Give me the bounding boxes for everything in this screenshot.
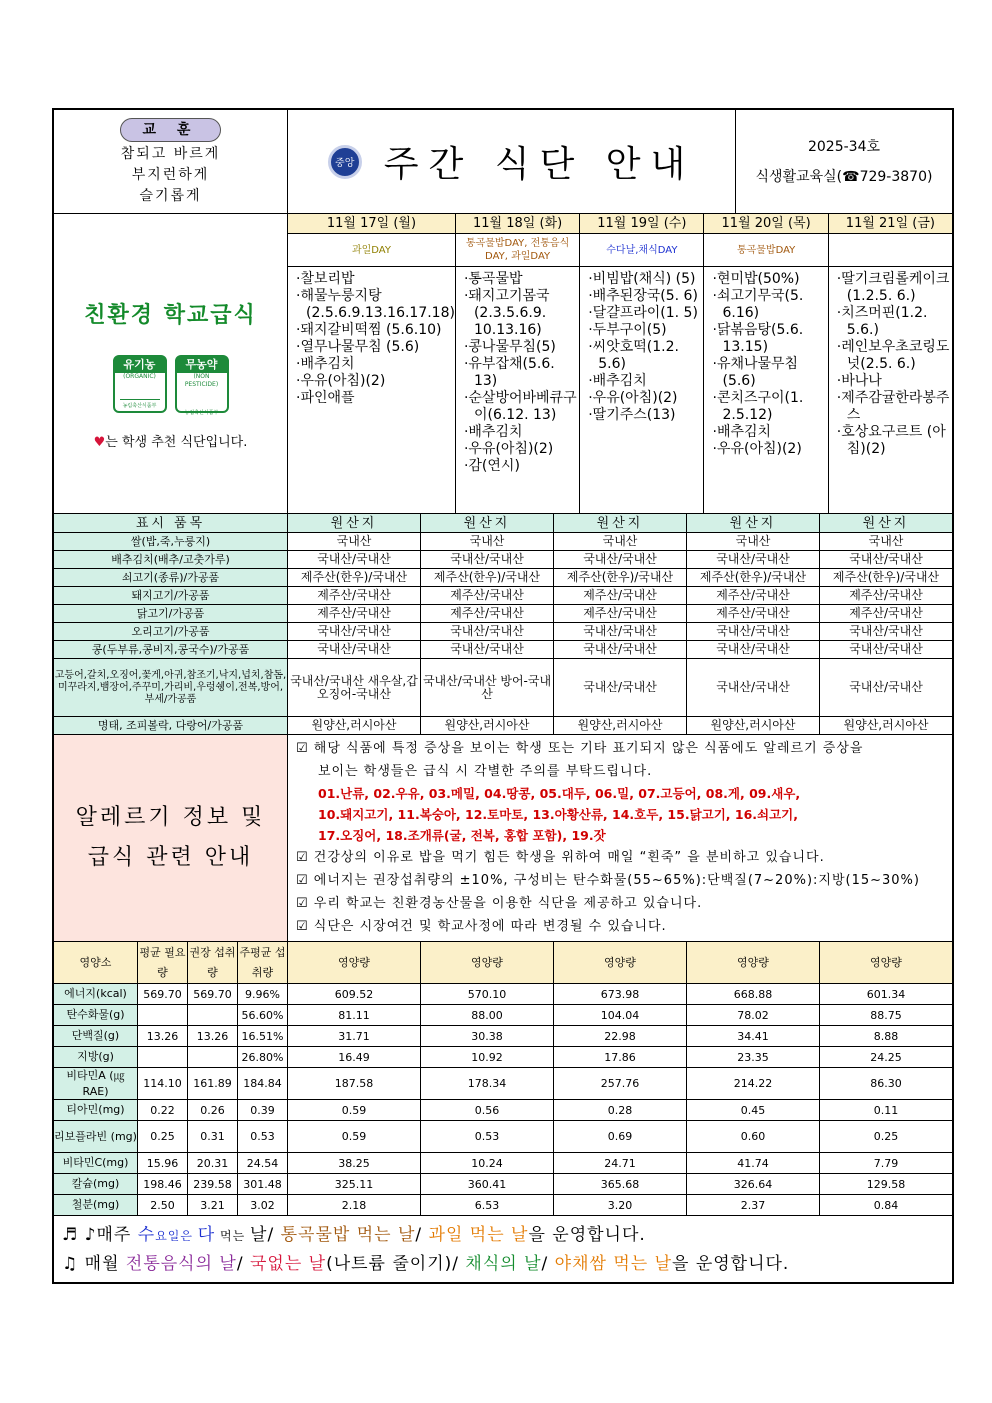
origin-value: 제주산/국내산 [421, 587, 554, 604]
nutrient-week: 26.80% [238, 1047, 288, 1067]
motto-line: 참되고 바르게 [120, 146, 221, 162]
nutrient-value: 0.28 [554, 1100, 687, 1120]
nutrition-row [54, 1026, 952, 1047]
day-date: 11월 21일 (금) [829, 214, 952, 234]
origin-value: 제주산(한우)/국내산 [288, 569, 421, 586]
notice: ☑ 에너지는 권장섭취량의 ±10%, 구성비는 탄수화물(55~65%):단백질(7~20%):지방(15~30%) [296, 873, 920, 888]
notice: 보이는 학생들은 급식 시 각별한 주의를 부탁드립니다. [318, 764, 653, 779]
origin-value: 국내산 [687, 533, 820, 550]
nutrient-value: 2.37 [687, 1195, 820, 1215]
menu-item: ·쇠고기무국(5. 6.16) [712, 288, 804, 321]
nutrient-value: 0.59 [288, 1100, 421, 1120]
music-note-icon: ♫ [62, 1253, 79, 1274]
school-emblem-icon: 중앙 [328, 145, 362, 179]
nutrient-value: 78.02 [687, 1005, 820, 1025]
nutrient-week: 301.48 [238, 1174, 288, 1194]
cert-divider [120, 399, 160, 400]
origin-header-row [54, 514, 952, 533]
nutrient-value: 365.68 [554, 1174, 687, 1194]
origin-value: 원양산,러시아산 [843, 718, 929, 732]
nutrient-avg: 198.46 [138, 1174, 188, 1194]
motto-badge: 교 훈 [120, 118, 222, 142]
menu-item: ·배추김치 [463, 424, 523, 440]
origin-value: 원양산,러시아산 [288, 717, 421, 734]
nutrient-value: 86.30 [870, 1077, 902, 1090]
menu-item: ·유채나물무침 (5.6) [712, 356, 799, 389]
menu-item: ·순살방어바베큐구이(6.12. 13) [463, 390, 577, 423]
day-column-tue [456, 214, 580, 513]
origin-value: 국내산/국내산 [554, 659, 687, 716]
nutrient-value: 570.10 [421, 984, 554, 1004]
menu-item: ·배추김치 [712, 424, 772, 440]
origin-item: 쇠고기(종류)/가공품 [54, 569, 288, 586]
origin-row [54, 605, 952, 623]
nutrient-value: 0.45 [687, 1100, 820, 1120]
nutrient-value: 41.74 [687, 1153, 820, 1173]
issue-number: 2025-34호 [807, 138, 881, 155]
origin-value: 제주산/국내산 [288, 587, 421, 604]
nutrition-header: 영양량 [421, 942, 554, 983]
nutrient-value: 16.49 [288, 1047, 421, 1067]
origin-value: 국내산/국내산 [554, 641, 687, 658]
origin-value: 국내산/국내산 [849, 680, 923, 694]
cert-label: 유기농 [115, 357, 165, 373]
origin-value: 제주산(한우)/국내산 [687, 569, 820, 586]
origin-value: 국내산 [421, 533, 554, 550]
origin-row [54, 551, 952, 569]
footer-line-weekly: ♬ ♪매주 수요일은 다 먹는 날/ 통곡물밥 먹는 날/ 과일 먹는 날을 운영합니다. [62, 1224, 646, 1245]
origin-value: 국내산/국내산 [421, 641, 554, 658]
nutrition-row [54, 984, 952, 1005]
nutrient-name: 지방(g) [54, 1047, 138, 1067]
origin-row [54, 587, 952, 605]
menu-list [704, 267, 827, 458]
nutrient-value: 0.56 [421, 1100, 554, 1120]
menu-item: ·배추된장국(5. 6) [588, 288, 698, 304]
footer-line-monthly: ♫ 매월 전통음식의 날/ 국없는 날(나트륨 줄이기)/ 채식의 날/ 야채쌈 먹는 날을 운영합니다. [62, 1253, 790, 1274]
nutrient-value: 673.98 [554, 984, 687, 1004]
menu-item: ·우유(아침)(2) [712, 441, 802, 457]
origin-row [54, 623, 952, 641]
nutrient-name: 단백질(g) [54, 1026, 138, 1046]
nutrient-name: 비타민C(mg) [54, 1153, 138, 1173]
nutrition-row [54, 1005, 952, 1026]
origin-value: 국내산/국내산 방어-국내산 [421, 659, 554, 716]
nutrient-value: 668.88 [687, 984, 820, 1004]
origin-value: 국내산/국내산 [554, 551, 687, 568]
nutrient-avg: 15.96 [138, 1153, 188, 1173]
nutrient-rec: 20.31 [188, 1153, 238, 1173]
nutrition-row [54, 1121, 952, 1153]
nutrient-avg: 2.50 [138, 1195, 188, 1215]
recommend-note [94, 431, 248, 450]
menu-item: ·배추김치 [588, 373, 647, 389]
menu-item: ·딸기주스(13) [588, 407, 676, 423]
nutrient-value: 38.25 [288, 1153, 421, 1173]
nutrient-value: 178.34 [421, 1068, 554, 1099]
checkbox-icon: ☑ [296, 873, 309, 888]
notice: ☑ 건강상의 이유로 밥을 먹기 힘든 학생을 위하여 매일 “흰죽” 을 분비하고 있습니다. [296, 850, 825, 865]
origin-value: 제주산(한우)/국내산 [554, 569, 687, 586]
eco-panel [54, 214, 288, 513]
day-date: 11월 18일 (화) [456, 214, 579, 234]
origin-value: 국내산/국내산 [849, 642, 923, 656]
nutrient-rec: 13.26 [188, 1026, 238, 1046]
nutrient-value: 6.53 [421, 1195, 554, 1215]
day-column-wed [580, 214, 704, 513]
origin-value: 국내산/국내산 [687, 641, 820, 658]
allergen-line: 01.난류, 02.우유, 03.메밀, 04.땅콩, 05.대두, 06.밀, 07.고등어, 08.게, 09.새우, [318, 786, 801, 801]
cert-sub: (ORGANIC) [123, 373, 156, 380]
nutrient-week: 3.02 [238, 1195, 288, 1215]
nutrient-rec: 3.21 [188, 1195, 238, 1215]
menu-item: ·우유(아침)(2) [588, 390, 678, 406]
nutrient-value: 325.11 [288, 1174, 421, 1194]
day-theme: 통곡물밥DAY [704, 234, 827, 267]
menu-sheet [52, 108, 954, 1284]
title-block [288, 110, 736, 213]
origin-value: 제주산(한우)/국내산 [832, 570, 940, 584]
origin-value: 제주산/국내산 [421, 605, 554, 622]
no-pesticide-cert-icon [175, 355, 229, 416]
nutrient-value: 22.98 [554, 1026, 687, 1046]
origin-value: 국내산/국내산 [554, 623, 687, 640]
menu-row [54, 214, 952, 514]
origin-col-label: 원산지 [687, 514, 820, 532]
menu-item: ·찰보리밥 [296, 271, 355, 287]
organic-cert-icon [113, 355, 167, 413]
cert-marks [113, 355, 229, 416]
origin-value: 국내산/국내산 [687, 659, 820, 716]
nutrient-value: 360.41 [421, 1174, 554, 1194]
allergy-title-line: 알레르기 정보 및 [75, 805, 266, 830]
nutrient-value: 0.25 [873, 1130, 899, 1143]
origin-value: 국내산/국내산 [288, 551, 421, 568]
nutrition-row [54, 1068, 952, 1100]
nutrition-header: 권장 섭취량 [188, 942, 238, 983]
nutrient-value: 24.71 [554, 1153, 687, 1173]
origin-item: 오리고기/가공품 [54, 623, 288, 640]
origin-item: 돼지고기/가공품 [54, 587, 288, 604]
menu-item: ·돼지갈비떡찜 (5.6.10) [296, 322, 442, 338]
nutrient-avg: 114.10 [138, 1068, 188, 1099]
origin-item: 쌀(밥,죽,누룽지) [54, 533, 288, 550]
nutrient-week: 24.54 [238, 1153, 288, 1173]
nutrient-value: 601.34 [866, 987, 906, 1001]
origin-row-seafood [54, 659, 952, 717]
nutrition-header: 영양량 [288, 942, 421, 983]
nutrition-row [54, 1174, 952, 1195]
nutrient-name: 에너지(kcal) [54, 984, 138, 1004]
nutrient-value: 0.60 [687, 1121, 820, 1152]
menu-item: ·통곡물밥 [463, 271, 523, 287]
menu-item: ·달걀프라이(1. 5) [588, 305, 698, 321]
origin-item: 콩(두부류,콩비지,콩국수)/가공품 [54, 641, 288, 658]
origin-value: 국내산/국내산 [421, 551, 554, 568]
nutrition-header: 평균 필요량 [138, 942, 188, 983]
origin-value: 제주산/국내산 [687, 605, 820, 622]
menu-item: ·파인애플 [296, 390, 355, 406]
nutrient-week: 0.39 [238, 1100, 288, 1120]
allergy-title-line: 급식 관련 안내 [87, 845, 254, 870]
nutrient-avg [138, 1005, 188, 1025]
checkbox-icon: ☑ [296, 896, 309, 911]
nutrient-value: 257.76 [554, 1068, 687, 1099]
allergen-line: 10.돼지고기, 11.복숭아, 12.토마토, 13.아황산류, 14.호두, 15.닭고기, 16.쇠고기, [318, 807, 799, 822]
nutrient-avg: 13.26 [138, 1026, 188, 1046]
day-theme: 통곡물밥DAY, 전통음식DAY, 과일DAY [456, 234, 579, 267]
nutrient-value: 7.79 [873, 1156, 899, 1170]
nutrient-rec: 0.26 [188, 1100, 238, 1120]
nutrient-name: 칼슘(mg) [54, 1174, 138, 1194]
allergy-title [54, 735, 288, 941]
day-date: 11월 19일 (수) [580, 214, 703, 234]
nutrition-header-row [54, 942, 952, 984]
menu-item: ·바나나 [836, 373, 882, 389]
nutrition-row [54, 1195, 952, 1216]
day-column-mon [288, 214, 456, 513]
nutrient-value: 0.53 [421, 1121, 554, 1152]
nutrient-avg: 0.22 [138, 1100, 188, 1120]
origin-row [54, 533, 952, 551]
school-motto [54, 110, 288, 213]
allergen-line: 17.오징어, 18.조개류(굴, 전복, 홍합 포함), 19.잣 [318, 828, 606, 843]
menu-item: ·두부구이(5) [588, 322, 667, 338]
nutrient-week: 56.60% [238, 1005, 288, 1025]
nutrient-value: 0.69 [554, 1121, 687, 1152]
origin-value: 원양산,러시아산 [421, 717, 554, 734]
menu-list [580, 267, 703, 424]
contact-info: 식생활교육실(☎729-3870) [755, 168, 933, 185]
nutrient-value: 81.11 [288, 1005, 421, 1025]
allergen-list [296, 783, 952, 846]
cert-foot: 농림축산식품부 [184, 410, 219, 416]
allergy-notices [288, 735, 952, 941]
origin-value: 국내산/국내산 [288, 623, 421, 640]
nutrient-name: 티아민(mg) [54, 1100, 138, 1120]
nutrient-value: 8.88 [873, 1029, 899, 1043]
origin-value: 국내산/국내산 [849, 552, 923, 566]
menu-item: ·우유(아침)(2) [463, 441, 554, 457]
nutrient-value: 609.52 [288, 984, 421, 1004]
nutrient-rec [188, 1047, 238, 1067]
origin-value: 국내산/국내산 [288, 641, 421, 658]
menu-item: ·씨앗호떡(1.2. 5.6) [588, 339, 679, 372]
origin-col-label: 원산지 [421, 514, 554, 532]
nutrient-value: 88.75 [870, 1008, 902, 1022]
nutrient-value: 24.25 [870, 1050, 902, 1064]
day-date: 11월 20일 (목) [704, 214, 827, 234]
allergy-row [54, 735, 952, 942]
origin-item: 닭고기/가공품 [54, 605, 288, 622]
origin-item: 명태, 조피볼락, 다랑어/가공품 [54, 717, 288, 734]
origin-value: 국내산/국내산 새우살,갑오징어-국내산 [288, 659, 421, 716]
nutrient-week: 16.51% [238, 1026, 288, 1046]
origin-item: 배추김치(배추/고춧가루) [54, 551, 288, 568]
menu-item: ·닭볶음탕(5.6. 13.15) [712, 322, 804, 355]
nutrient-value: 23.35 [687, 1047, 820, 1067]
menu-item: ·치즈머핀(1.2. 5.6.) [836, 305, 928, 338]
menu-item: ·돼지고기몸국 (2.3.5.6.9. 10.13.16) [463, 288, 550, 338]
origin-value: 국내산/국내산 [687, 623, 820, 640]
origin-value: 국내산 [554, 533, 687, 550]
menu-item: ·비빔밥(채식) (5) [588, 271, 696, 287]
nutrition-header: 영양량 [687, 942, 820, 983]
motto-line: 부지런하게 [131, 167, 210, 183]
menu-item: ·호상요구르트 (아침)(2) [836, 424, 946, 457]
origin-value: 국내산 [288, 533, 421, 550]
day-theme: 과일DAY [288, 234, 455, 267]
origin-value: 국내산/국내산 [849, 624, 923, 638]
nutrient-avg: 569.70 [138, 984, 188, 1004]
origin-header: 표시 품목 [54, 514, 288, 532]
origin-row [54, 717, 952, 735]
nutrient-value: 0.59 [288, 1121, 421, 1152]
cert-label: 무농약 [177, 357, 227, 373]
nutrient-value: 17.86 [554, 1047, 687, 1067]
recommend-text: 는 학생 추천 식단입니다. [105, 435, 248, 450]
day-column-thu [704, 214, 828, 513]
checkbox-icon: ☑ [296, 741, 309, 756]
origin-value: 제주산(한우)/국내산 [421, 569, 554, 586]
origin-col-label: 원산지 [820, 514, 952, 532]
nutrition-row [54, 1100, 952, 1121]
origin-value: 제주산/국내산 [849, 606, 923, 620]
header-row [54, 110, 952, 214]
origin-value: 원양산,러시아산 [687, 717, 820, 734]
checkbox-icon: ☑ [296, 850, 309, 865]
nutrition-header: 영양소 [54, 942, 138, 983]
nutrient-rec: 0.31 [188, 1121, 238, 1152]
menu-list [829, 267, 952, 458]
nutrient-value: 88.00 [421, 1005, 554, 1025]
menu-item: ·우유(아침)(2) [296, 373, 386, 389]
origin-value: 국내산/국내산 [421, 623, 554, 640]
nutrient-value: 10.92 [421, 1047, 554, 1067]
notice: ☑ 해당 식품에 특정 증상을 보이는 학생 또는 기타 표기되지 않은 식품에도 알레르기 증상을 [296, 741, 864, 756]
nutrient-value: 0.11 [873, 1103, 899, 1117]
nutrient-week: 184.84 [238, 1068, 288, 1099]
origin-value: 원양산,러시아산 [554, 717, 687, 734]
nutrient-value: 2.18 [288, 1195, 421, 1215]
nutrient-week: 9.96% [238, 984, 288, 1004]
nutrient-value: 3.20 [554, 1195, 687, 1215]
origin-col-label: 원산지 [288, 514, 421, 532]
origin-value: 제주산/국내산 [554, 587, 687, 604]
nutrient-name: 철분(mg) [54, 1195, 138, 1215]
issue-info [736, 110, 952, 213]
nutrient-value: 214.22 [687, 1068, 820, 1099]
nutrient-value: 10.24 [421, 1153, 554, 1173]
origin-value: 제주산/국내산 [288, 605, 421, 622]
menu-item: ·콘치즈구이(1. 2.5.12) [712, 390, 804, 423]
menu-item: ·열무나물무침 (5.6) [296, 339, 420, 355]
menu-item: ·감(연시) [463, 458, 520, 474]
nutrient-week: 0.53 [238, 1121, 288, 1152]
origin-item: 고등어,갈치,오징어,꽃게,아귀,참조기,낙지,넙치,참돔,미꾸라지,뱀장어,주꾸미,가리비,우렁쉥이,전복,방어,부세/가공품 [54, 659, 288, 716]
origin-row [54, 641, 952, 659]
menu-item: ·배추김치 [296, 356, 355, 372]
nutrient-rec: 161.89 [188, 1068, 238, 1099]
origin-value: 국내산 [868, 534, 904, 548]
day-date: 11월 17일 (월) [288, 214, 455, 234]
menu-item: ·해물누룽지탕 (2.5.6.9.13.16.17.18) [296, 288, 455, 321]
nutrient-name: 탄수화물(g) [54, 1005, 138, 1025]
menu-item: ·콩나물무침(5) [463, 339, 556, 355]
heart-icon: ♥ [93, 435, 106, 450]
notice: ☑ 식단은 시장여건 및 학교사정에 따라 변경될 수 있습니다. [296, 919, 667, 934]
nutrient-name: 비타민A (㎍ RAE) [54, 1068, 138, 1099]
menu-item: ·유부잡채(5.6. 13) [463, 356, 555, 389]
music-note-icon: ♬ ♪ [62, 1224, 97, 1245]
origin-value: 국내산/국내산 [687, 551, 820, 568]
nutrient-value: 129.58 [866, 1177, 906, 1191]
notice: ☑ 우리 학교는 친환경농산물을 이용한 식단을 제공하고 있습니다. [296, 896, 703, 911]
eco-title: 친환경 학교급식 [84, 303, 257, 328]
origin-col-label: 원산지 [554, 514, 687, 532]
nutrient-value: 187.58 [288, 1068, 421, 1099]
nutrition-header: 영양량 [554, 942, 687, 983]
menu-list [288, 267, 455, 407]
nutrient-rec: 239.58 [188, 1174, 238, 1194]
day-column-fri [829, 214, 952, 513]
nutrient-rec: 569.70 [188, 984, 238, 1004]
origin-value: 제주산/국내산 [554, 605, 687, 622]
nutrition-header: 영양량 [820, 942, 952, 983]
nutrient-value: 34.41 [687, 1026, 820, 1046]
nutrition-row [54, 1047, 952, 1068]
cert-sub: (NON PESTICIDE) [184, 373, 219, 388]
nutrient-avg [138, 1047, 188, 1067]
menu-item: ·딸기크림롤케이크(1.2.5. 6.) [836, 271, 950, 304]
footer-notice [54, 1216, 952, 1282]
checkbox-icon: ☑ [296, 919, 309, 934]
origin-value: 제주산/국내산 [849, 588, 923, 602]
day-theme [829, 234, 952, 267]
motto-line: 슬기롭게 [139, 188, 202, 204]
menu-item: ·레인보우초코링도넛(2.5. 6.) [836, 339, 950, 372]
nutrient-value: 326.64 [687, 1174, 820, 1194]
nutrition-header: 주평균 섭취량 [238, 942, 288, 983]
menu-list [456, 267, 579, 475]
menu-item: ·제주감귤한라봉주스 [836, 390, 950, 423]
cert-foot: 농림축산식품부 [122, 403, 157, 409]
nutrient-value: 0.84 [873, 1198, 899, 1212]
nutrient-value: 104.04 [554, 1005, 687, 1025]
origin-value: 제주산/국내산 [687, 587, 820, 604]
nutrition-row [54, 1153, 952, 1174]
nutrient-rec [188, 1005, 238, 1025]
menu-item: ·현미밥(50%) [712, 271, 800, 287]
day-theme: 수다날,채식DAY [580, 234, 703, 267]
nutrient-avg: 0.25 [138, 1121, 188, 1152]
nutrient-name: 리보플라빈 (mg) [54, 1121, 138, 1152]
origin-row [54, 569, 952, 587]
page-title: 주간 식단 안내 [383, 144, 696, 185]
nutrient-value: 30.38 [421, 1026, 554, 1046]
nutrient-value: 31.71 [288, 1026, 421, 1046]
